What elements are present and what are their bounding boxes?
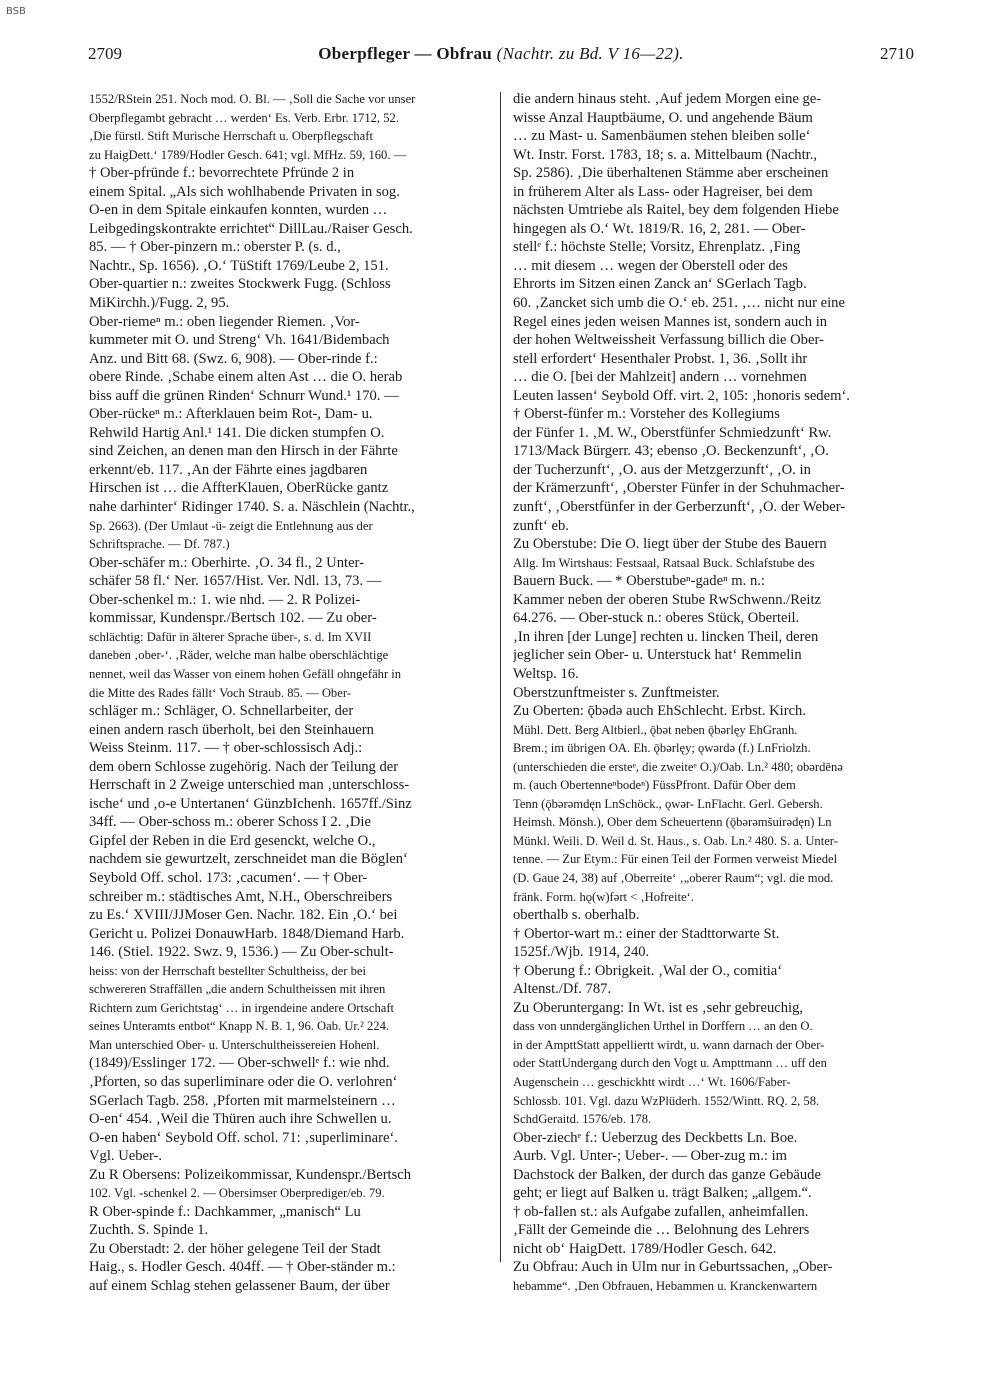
text-line: … mit diesem … wegen der Oberstell oder des xyxy=(513,257,788,274)
text-line: † Oberst-fünfer m.: Vorsteher des Kollegiums xyxy=(513,406,780,423)
text-line: Zu Oberstadt: 2. der höher gelegene Teil der Stadt xyxy=(89,1240,381,1257)
text-line: Sp. 2663). (Der Umlaut -ü- zeigt die Entlehnung aus der xyxy=(89,518,373,533)
text-line: Zu Obfrau: Auch in Ulm nur in Geburtssachen, „Ober- xyxy=(513,1259,833,1276)
text-line: † Ober-pfründe f.: bevorrechtete Pfründe 2 in xyxy=(89,165,355,182)
text-line: schlächtig: Dafür in älterer Sprache über-, s. d. Im XVII xyxy=(89,629,372,644)
text-line: Herrschaft in 2 Zweige unterschied man ‚unterschloss- xyxy=(89,777,410,794)
text-line: seines Unteramts entbot“ Knapp N. B. 1, 96. Oab. Ur.² 224. xyxy=(89,1019,390,1034)
text-line: Schriftsprache. — Df. 787.) xyxy=(89,537,230,552)
running-title xyxy=(88,44,914,64)
text-line: 1525f./Wjb. 1914, 240. xyxy=(513,944,650,961)
text-line: Zu Oberten: ǭbədə auch EhSchlecht. Erbst. Kirch. xyxy=(513,703,806,720)
text-line: Leuten lassen‘ Seybold Off. virt. 2, 105: ‚honoris sedem‘. xyxy=(513,387,850,404)
text-line: ‚In ihren [der Lunge] rechten u. lincken Theil, deren xyxy=(513,628,819,645)
text-line: ‚Die fürstl. Stift Murische Herrschaft u. Oberpflegschaft xyxy=(89,129,373,144)
text-line: wisse Anzal Hauptbäume, O. und angehende Bäum xyxy=(513,109,813,126)
text-line: Regel eines jeden weisen Mannes ist, sondern auch in xyxy=(513,313,828,330)
text-line: hingegen als O.‘ Wt. 1819/R. 16, 2, 281. — Ober- xyxy=(513,220,806,237)
text-line: Wt. Instr. Forst. 1783, 18; s. a. Mittelbaum (Nachtr., xyxy=(513,146,818,163)
text-line: Ober-rückeⁿ m.: Afterklauen beim Rot-, Dam- u. xyxy=(89,406,373,423)
text-line: zu Es.‘ XVIII/JJMoser Gen. Nachr. 182. Ein ‚O.‘ bei xyxy=(89,907,398,924)
text-line: Aurb. Vgl. Unter-; Ueber-. — Ober-zug m.: im xyxy=(513,1148,788,1165)
text-line: Haig., s. Hodler Gesch. 404ff. — † Ober-ständer m.: xyxy=(89,1259,396,1276)
text-line: Dachstock der Balken, der durch das ganze Gebäude xyxy=(513,1166,821,1183)
text-line: der hohen Weltweissheit Verfassung billich die Ober- xyxy=(513,332,824,349)
title-main: Oberpfleger — Obfrau xyxy=(318,44,493,63)
text-line: 34ff. — Ober-schoss m.: oberer Schoss I 2. ‚Die xyxy=(89,814,371,831)
text-line: Augenschein … geschickhtt wirdt …‘ Wt. 1606/Faber- xyxy=(513,1074,791,1089)
text-line: die andern hinaus steht. ‚Auf jedem Morgen eine ge- xyxy=(513,91,822,107)
text-line: nahe darhinter‘ Ridinger 1740. S. a. Näschlein (Nachtr., xyxy=(89,499,415,516)
text-line: Ehrorts im Sitzen einen Zanck an‘ SGerlach Tagb. xyxy=(513,276,807,293)
text-line: (D. Gaue 24, 38) auf ‚Oberreite‘ ‚„oberer Raum“; vgl. die mod. xyxy=(513,870,834,885)
text-line: Münkl. Weili. D. Weil d. St. Haus., s. Oab. Ln.² 480. S. a. Unter- xyxy=(513,833,838,848)
text-line: heiss: von der Herrschaft bestellter Schultheiss, der bei xyxy=(89,963,366,978)
text-line: schäfer 58 fl.‘ Ner. 1657/Hist. Ver. Ndl. 13, 73. — xyxy=(89,573,382,590)
text-line: in der AmpttStatt appelliertt wirdt, u. wann darnach der Ober- xyxy=(513,1037,825,1052)
title-sub: (Nachtr. zu Bd. V 16—22). xyxy=(496,44,684,63)
page-number-right: 2710 xyxy=(880,44,914,63)
text-line: kummeter mit O. und Streng‘ Vh. 1641/Bidembach xyxy=(89,332,390,349)
text-line: jeglicher sein Ober- u. Unterstuck hat‘ Remmelin xyxy=(513,647,802,664)
library-stamp: BSB xyxy=(6,6,26,17)
text-line: ische‘ und ‚o-e Untertanen‘ GünzbIchenh. 1657ff./Sinz xyxy=(89,795,412,812)
text-line: einen andern rasch überholt, bei den Steinhauern xyxy=(89,721,374,738)
text-line: MiKirchh.)/Fugg. 2, 95. xyxy=(89,295,230,312)
text-line: Kammer neben der oberen Stube RwSchwenn./Reitz xyxy=(513,591,822,608)
text-line: Brem.; im übrigen OA. Eh. ǭbərlęy; ǫwərdə (f.) LnFriolzh. xyxy=(513,741,811,756)
text-line: Tenn (ǭbərəmdęn LnSchöck., ǫwər- LnFlacht. Gerl. Gebersh. xyxy=(513,796,823,811)
text-line: tenne. — Zur Etym.: Für einen Teil der Formen verweist Miedel xyxy=(513,852,838,867)
text-line: Seybold Off. schol. 173: ‚cacumen‘. — † Ober- xyxy=(89,869,368,886)
text-line: (1849)/Esslinger 172. — Ober-schwellᵉ f.: wie nhd. xyxy=(89,1055,390,1072)
text-line: oberthalb s. oberhalb. xyxy=(513,907,640,924)
text-line: daneben ‚ober-‘. ‚Räder, welche man halbe oberschlächtige xyxy=(89,648,389,663)
text-line: biss auff die grünen Rinden‘ Schnurr Wund.¹ 170. — xyxy=(89,387,399,404)
text-line: kommissar, Kundenspr./Bertsch 102. — Zu ober- xyxy=(89,610,377,627)
right-column xyxy=(513,90,916,1296)
text-line: Man unterschied Ober- u. Unterschultheissereien Hohenl. xyxy=(89,1037,380,1052)
text-line: zunft‘ eb. xyxy=(513,517,569,534)
text-line: … die O. [bei der Mahlzeit] andern … vornehmen xyxy=(513,369,807,386)
page-number-left: 2709 xyxy=(88,44,122,63)
text-line: Weiss Steinm. 117. — † ober-schlossisch Adj.: xyxy=(89,740,363,757)
text-line: Gericht u. Polizei DonauwHarb. 1848/Diemand Harb. xyxy=(89,925,405,942)
text-line: Ober-schäfer m.: Oberhirte. ‚O. 34 fl., 2 Unter- xyxy=(89,554,364,571)
text-line: Hirschen ist … die AffterKlauen, OberRücke gantz xyxy=(89,480,389,497)
page-header xyxy=(88,44,914,68)
text-line: nächsten Umtriebe als Raitel, bey dem folgenden Hiebe xyxy=(513,202,839,219)
text-line: erkennt/eb. 117. ‚An der Fährte eines jagdbaren xyxy=(89,461,368,478)
text-line: in früherem Alter als Lass- oder Hagreiser, bei dem xyxy=(513,183,813,200)
text-line: einem Spital. „Als sich wohlhabende Privaten in sog. xyxy=(89,183,400,200)
text-line: Oberstzunftmeister s. Zunftmeister. xyxy=(513,684,720,701)
text-line: die Mitte des Rades fällt‘ Voch Straub. 85. — Ober- xyxy=(89,685,351,700)
text-line: ‚Fällt der Gemeinde die … Belohnung des Lehrers xyxy=(513,1222,810,1239)
text-line: Ober-schenkel m.: 1. wie nhd. — 2. R Polizei- xyxy=(89,591,361,608)
text-line: Ober-ziechᵉ f.: Ueberzug des Deckbetts Ln. Boe. xyxy=(513,1129,798,1146)
text-line: O-en‘ 454. ‚Weil die Thüren auch ihre Schwellen u. xyxy=(89,1111,392,1128)
text-line: Zu Oberuntergang: In Wt. ist es ‚sehr gebreuchig, xyxy=(513,999,804,1016)
text-line: Leibgedingskontrakte errichtet“ DillLau./Raiser Gesch. xyxy=(89,220,413,237)
text-line: nicht ob‘ HaigDett. 1789/Hodler Gesch. 642. xyxy=(513,1240,777,1257)
text-line: dem obern Schlosse zugehörig. Nach der Teilung der xyxy=(89,758,399,775)
text-line: geht; er liegt auf Balken u. trägt Balken; „allgem.“. xyxy=(513,1185,812,1202)
text-line: stellᵉ f.: höchste Stelle; Vorsitz, Ehrenplatz. ‚Fing xyxy=(513,239,801,256)
text-line: nachdem sie gewurtzelt, zerschneidet man die Böglen‘ xyxy=(89,851,408,868)
text-line: sind Zeichen, an denen man den Hirsch in der Fährte xyxy=(89,443,398,460)
text-line: Altenst./Df. 787. xyxy=(513,981,612,998)
text-line: Zu Oberstube: Die O. liegt über der Stube des Bauern xyxy=(513,536,827,553)
text-line: Oberpflegambt gebracht … werden‘ Es. Verb. Erbr. 1712, 52. xyxy=(89,110,399,125)
text-line: oder StattUndergang durch den Vogt u. Ampttmann … uff den xyxy=(513,1056,827,1071)
text-line: 60. ‚Zancket sich umb die O.‘ eb. 251. ‚… nicht nur eine xyxy=(513,295,845,312)
text-line: O-en in dem Spitale einkaufen konnten, wurden … xyxy=(89,202,388,219)
text-line: Zu R Obersens: Polizeikommissar, Kundenspr./Bertsch xyxy=(89,1166,412,1183)
text-line: 64.276. — Ober-stuck n.: oberes Stück, Oberteil. xyxy=(513,610,800,627)
text-line: Weltsp. 16. xyxy=(513,665,579,682)
column-divider xyxy=(500,92,501,1262)
text-line: 85. — † Ober-pinzern m.: oberster P. (s. d., xyxy=(89,239,341,256)
text-line: 1713/Mack Bürgerr. 43; ebenso ‚O. Beckenzunft‘, ‚O. xyxy=(513,443,829,460)
text-line: Bauern Buck. — * Oberstubeⁿ-gadeⁿ m. n.: xyxy=(513,573,765,590)
text-line: Vgl. Ueber-. xyxy=(89,1148,163,1165)
text-line: fränk. Form. hǫ(w)fərt < ‚Hofreite‘. xyxy=(513,889,694,904)
text-line: schläger m.: Schläger, O. Schnellarbeiter, der xyxy=(89,703,354,720)
text-line: † Obertor-wart m.: einer der Stadttorwarte St. xyxy=(513,925,780,942)
text-line: schreiber m.: städtisches Amt, N.H., Oberschreibers xyxy=(89,888,393,905)
text-line: zunft‘, ‚Oberstfünfer in der Gerberzunft‘, ‚O. der Weber- xyxy=(513,499,846,516)
text-line: Anz. und Bitt 68. (Swz. 6, 908). — Ober-rinde f.: xyxy=(89,350,378,367)
text-line: 102. Vgl. -schenkel 2. — Obersimser Oberprediger/eb. 79. xyxy=(89,1186,385,1201)
text-line: ‚Pforten, so das superliminare oder die O. verlohren‘ xyxy=(89,1073,398,1090)
text-line: † ob-fallen st.: als Aufgabe zufallen, anheimfallen. xyxy=(513,1203,809,1220)
text-line: zu HaigDett.‘ 1789/Hodler Gesch. 641; vgl. MfHz. 59, 160. — xyxy=(89,147,407,162)
text-line: auf einem Schlag stehen gelassener Baum, der über xyxy=(89,1278,390,1294)
text-line: stell erfordert‘ Hesenthaler Probst. 1, 36. ‚Sollt ihr xyxy=(513,350,808,367)
text-line: 146. (Stiel. 1922. Swz. 9, 1536.) — Zu Ober-schult- xyxy=(89,944,394,961)
text-line: m. (auch Obertenneⁿbodeⁿ) FüssPfront. Dafür Ober dem xyxy=(513,778,796,793)
text-line: (unterschieden die ersteᵉ, die zweiteᵉ O.)/Oab. Ln.² 480; obərdēnə xyxy=(513,759,843,774)
text-line: Allg. Im Wirtshaus: Festsaal, Ratsaal Buck. Schlafstube des xyxy=(513,555,815,570)
text-line: R Ober-spinde f.: Dachkammer, „manisch“ Lu xyxy=(89,1203,361,1220)
text-line: SGerlach Tagb. 258. ‚Pforten mit marmelsteinern … xyxy=(89,1092,396,1109)
text-line: O-en haben‘ Seybold Off. schol. 71: ‚superliminare‘. xyxy=(89,1129,398,1146)
text-line: SchdGeraitd. 1576/eb. 178. xyxy=(513,1112,652,1127)
text-line: der Tucherzunft‘, ‚O. aus der Metzgerzunft‘, ‚O. in xyxy=(513,461,811,478)
text-line: dass von unndergänglichen Urthel in Dorffern … an den O. xyxy=(513,1019,813,1034)
text-line: Zuchth. S. Spinde 1. xyxy=(89,1222,209,1239)
text-line: Heimsh. Mönsh.), Ober dem Scheuertenn (ǭbərəmšuirədęn) Ln xyxy=(513,815,832,830)
text-line: Sp. 2586). ‚Die überhaltenen Stämme aber erscheinen xyxy=(513,165,829,182)
left-column xyxy=(89,90,493,1296)
text-line: Rehwild Hartig Anl.¹ 141. Die dicken stumpfen O. xyxy=(89,424,385,441)
text-line: 1552/RStein 251. Noch mod. O. Bl. — ‚Soll die Sache vor unser xyxy=(89,92,416,106)
text-line: Gipfel der Reben in die Erd gesenckt, welche O., xyxy=(89,832,376,849)
text-line: Ober-quartier n.: zweites Stockwerk Fugg. (Schloss xyxy=(89,276,391,293)
text-line: † Oberung f.: Obrigkeit. ‚Wal der O., comitia‘ xyxy=(513,962,783,979)
text-line: Mühl. Dett. Berg Altbierl., ǭbət neben ǭbərlęy EhGranh. xyxy=(513,722,798,737)
text-line: der Krämerzunft‘, ‚Oberster Fünfer in der Schuhmacher- xyxy=(513,480,845,497)
text-line: Richtern zum Gerichtstag‘ … in irgendeine andere Ortschaft xyxy=(89,1000,395,1015)
text-line: obere Rinde. ‚Schabe einem alten Ast … die O. herab xyxy=(89,369,403,386)
text-line: Ober-riemeⁿ m.: oben liegender Riemen. ‚Vor- xyxy=(89,313,360,330)
text-line: nennet, weil das Wasser von einem hohen Gefäll ohngefähr in xyxy=(89,666,402,681)
text-line: Schlossb. 101. Vgl. dazu WzPlüderh. 1552/Wintt. RQ. 2, 58. xyxy=(513,1093,820,1108)
text-line: … zu Mast- u. Samenbäumen stehen bleiben solle‘ xyxy=(513,128,811,145)
text-line: Nachtr., Sp. 1656). ‚O.‘ TüStift 1769/Leube 2, 151. xyxy=(89,257,389,274)
text-line: der Fünfer 1. ‚M. W., Oberstfünfer Schmiedzunft‘ Rw. xyxy=(513,424,832,441)
text-line: hebamme“. ‚Den Obfrauen, Hebammen u. Kranckenwartern xyxy=(513,1279,818,1293)
text-line: schwereren Straffällen „die andern Schultheissen mit ihren xyxy=(89,982,386,997)
